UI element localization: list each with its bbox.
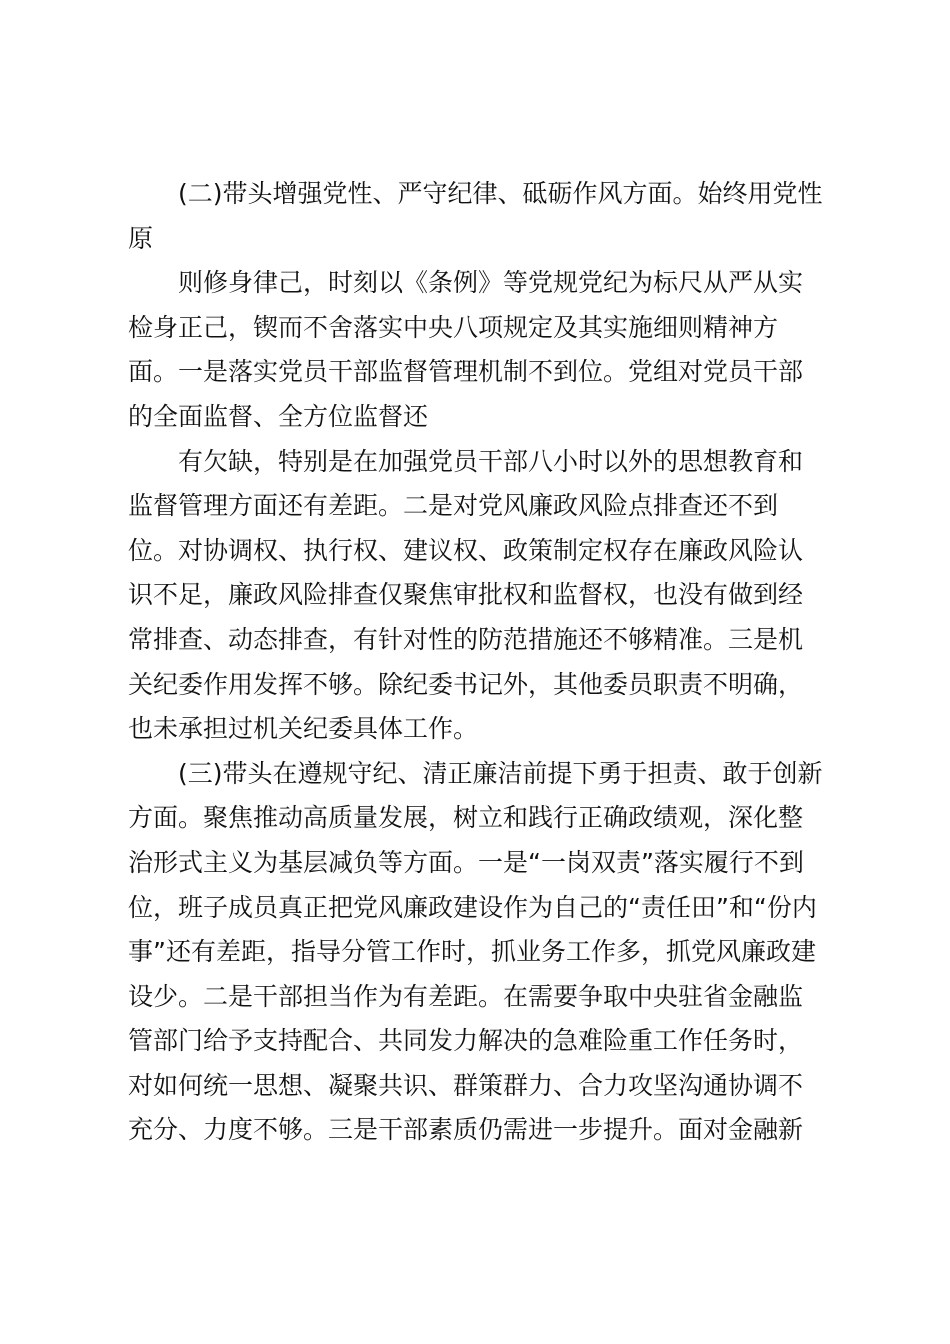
paragraph-1: [128, 172, 838, 261]
text-line: 关纪委作用发挥不够。除纪委书记外，其他委员职责不明确，: [128, 669, 804, 699]
text-line: 识不足，廉政风险排查仅聚焦审批权和监督权，也没有做到经: [128, 580, 804, 610]
text-line: 位，班子成员真正把党风廉政建设作为自己的“责任田”和“份内: [128, 892, 817, 922]
document-body: [128, 172, 838, 1153]
text-line: (二)带头增强党性、严守纪律、砥砺作风方面。始终用党性: [178, 179, 823, 208]
text-line: 也未承担过机关纪委具体工作。: [128, 714, 479, 744]
text-line: 有欠缺，特别是在加强党员干部八小时以外的思想教育和: [178, 446, 804, 476]
paragraph-2: [128, 261, 838, 439]
text-line: 治形式主义为基层减负等方面。一是“一岗双责”落实履行不到: [128, 847, 804, 877]
text-line: 常排查、动态排查，有针对性的防范措施还不够精准。三是机: [128, 624, 804, 654]
paragraph-4: [128, 752, 838, 1153]
text-line: 管部门给予支持配合、共同发力解决的急难险重工作任务时，: [128, 1026, 804, 1056]
text-line: 检身正己，锲而不舍落实中央八项规定及其实施细则精神方: [128, 312, 779, 342]
text-line: 监督管理方面还有差距。二是对党风廉政风险点排查还不到: [128, 491, 779, 521]
text-line: 位。对协调权、执行权、建议权、政策制定权存在廉政风险认: [128, 535, 804, 565]
text-line: 原: [128, 223, 154, 253]
text-line: 方面。聚焦推动高质量发展，树立和践行正确政绩观，深化整: [128, 803, 804, 833]
text-line: 充分、力度不够。三是干部素质仍需进一步提升。面对金融新: [128, 1115, 804, 1145]
text-line: (三)带头在遵规守纪、清正廉洁前提下勇于担责、敢于创新: [178, 758, 823, 788]
text-line: 设少。二是干部担当作为有差距。在需要争取中央驻省金融监: [128, 981, 804, 1011]
text-line: 面。一是落实党员干部监督管理机制不到位。党组对党员干部: [128, 357, 804, 387]
text-line: 事”还有差距，指导分管工作时，抓业务工作多，抓党风廉政建: [128, 937, 816, 967]
text-line: 对如何统一思想、凝聚共识、群策群力、合力攻坚沟通协调不: [128, 1070, 804, 1100]
text-line: 则修身律己，时刻以《条例》等党规党纪为标尺从严从实: [178, 268, 804, 298]
text-line: 的全面监督、全方位监督还: [128, 401, 429, 431]
paragraph-3: [128, 440, 838, 752]
